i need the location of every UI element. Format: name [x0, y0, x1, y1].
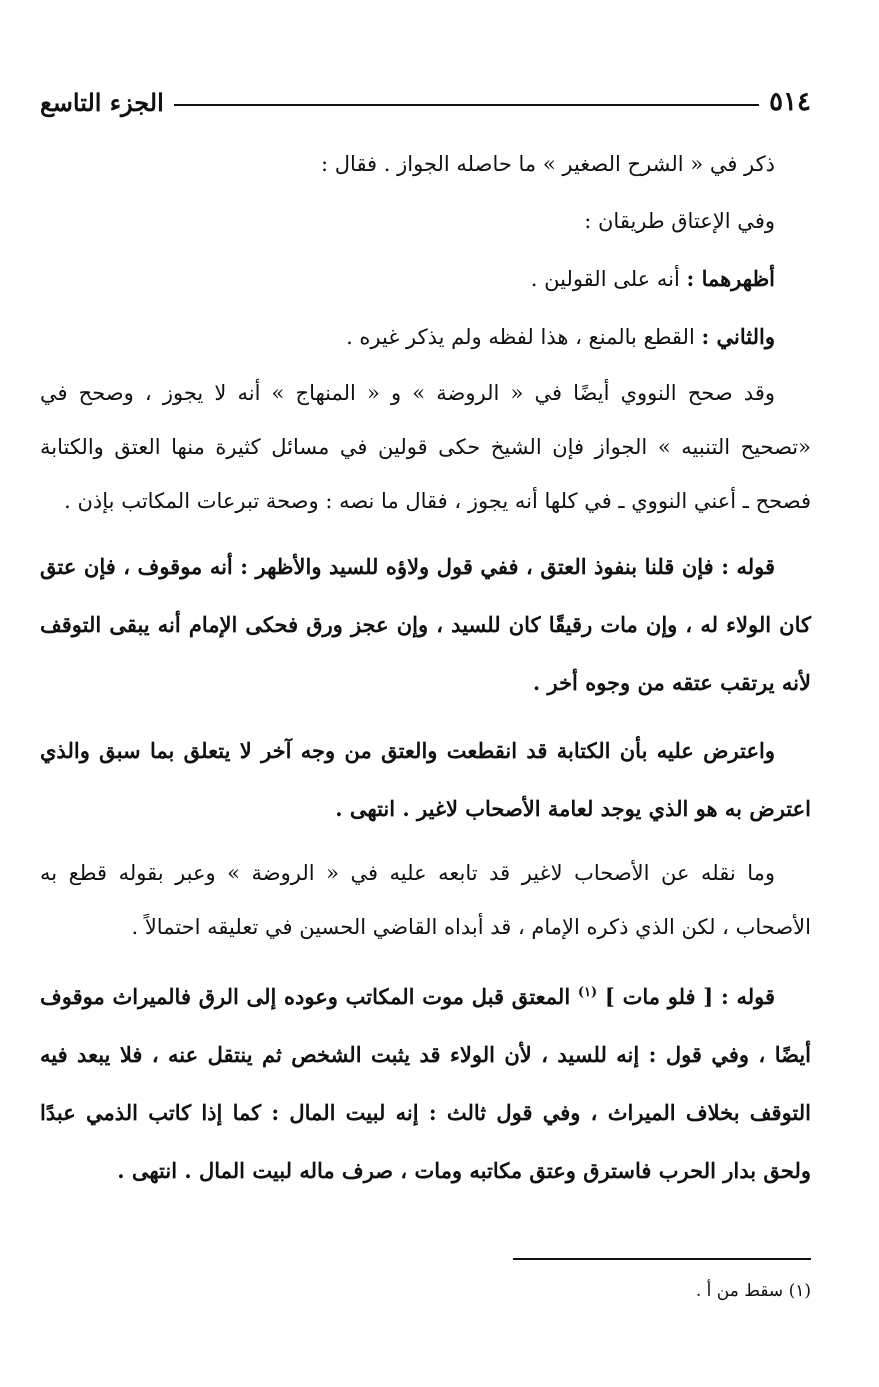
paragraph-intro: ذكر في « الشرح الصغير » ما حاصله الجواز . فقال :	[321, 152, 775, 176]
footnote-rule	[513, 1258, 811, 1260]
paragraph-text: المعتق قبل موت المكاتب وعوده إلى الرق فالميراث موقوف أيضًا ، وفي قول : إنه للسيد ، لأن الولاء قد يثبت الشخص ثم ينتقل عنه ، فلا يبعد فيه التوقف بخلاف الميراث ، وفي قول ثالث : إنه لبيت المال : كما إذا كاتب الذمي عبدًا ولحق بدار الحرب فاسترق وعتق مكاتبه ومات ، صرف ماله لبيت المال . انتهى .	[40, 984, 811, 1183]
body-text	[40, 136, 811, 1200]
paragraph-text: قوله : [ فلو مات ]	[597, 984, 775, 1009]
paragraph-nawawi: وقد صحح النووي أيضًا في « الروضة » و « المنهاج » أنه لا يجوز ، وصحح في «تصحيح التنبيه » الجواز فإن الشيخ حكى قولين في مسائل كثيرة منها العتق والكتابة فصحح ـ أعني النووي ـ في كلها أنه يجوز ، فقال ما نصه : وصحة تبرعات المكاتب بإذن .	[40, 381, 811, 513]
paragraph-quote-3	[40, 964, 811, 1200]
paragraph-text: أنه على القولين .	[530, 267, 687, 291]
paragraph-text: القطع بالمنع ، هذا لفظه ولم يذكر غيره .	[346, 325, 702, 349]
lead-term: والثاني :	[701, 324, 775, 349]
paragraph-second-way	[40, 308, 811, 366]
footnote-ref: (١)	[577, 985, 598, 1000]
page-header	[40, 82, 811, 122]
volume-title: الجزء التاسع	[40, 87, 164, 117]
paragraph-two-ways: وفي الإعتاق طريقان :	[584, 209, 775, 233]
header-rule	[174, 104, 759, 106]
paragraph-quote-1: قوله : فإن قلنا بنفوذ العتق ، ففي قول ولاؤه للسيد والأظهر : أنه موقوف ، فإن عتق كان الولاء له ، وإن مات رقيقًا كان للسيد ، وإن عجز ورق فحكى الإمام أنه يبقى التوقف لأنه يرتقب عتقه من وجوه أخر .	[40, 554, 811, 695]
paragraph-first-way	[40, 250, 811, 308]
paragraph-quote-2: واعترض عليه بأن الكتابة قد انقطعت والعتق من وجه آخر لا يتعلق بما سبق والذي اعترض به هو الذي يوجد لعامة الأصحاب لاغير . انتهى .	[40, 738, 811, 821]
footnote: (١) سقط من أ .	[695, 1281, 811, 1301]
page-number: ٥١٤	[769, 87, 811, 117]
paragraph-commentary: وما نقله عن الأصحاب لاغير قد تابعه عليه في « الروضة » وعبر بقوله قطع به الأصحاب ، لكن الذي ذكره الإمام ، قد أبداه القاضي الحسين في تعليقه احتمالاً .	[40, 861, 811, 939]
lead-term: أظهرهما :	[686, 266, 775, 291]
